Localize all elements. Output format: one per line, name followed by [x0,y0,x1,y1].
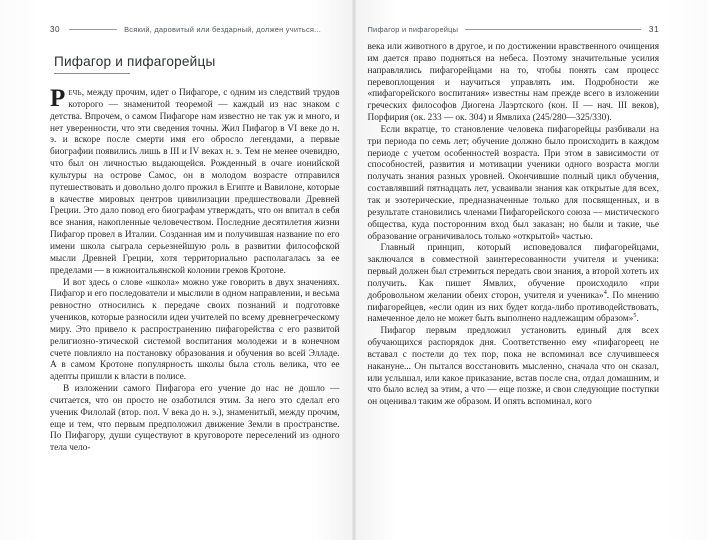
paragraph [50,85,340,278]
paragraph-text-end: . [636,314,639,325]
left-page-number: 30 [50,24,61,34]
paragraph-text-continued: . По мнению пифагорейцев, «если один из них будет когда-либо противодействовать, намеченное дело не может быть выполнено надлежащим образом» [367,290,659,325]
right-running-head-title: Пифагор и пифагорейцы [367,24,459,34]
chapter-title-rule [54,73,130,74]
paragraph-lead-word: ечь [68,88,82,98]
right-running-head [368,22,660,36]
chapter-title: Пифагор и пифагорейцы [54,54,216,69]
running-head-rule [465,29,641,30]
footnote-marker: 5 [633,312,637,320]
right-page [354,0,707,540]
paragraph: И вот здесь о слове «школа» можно уже говорить в двух значениях. Пифагор и его последователи и мыслили в одном направлении, и весьма ревностно относились к передаче своих познаний и подготовке учеников, которые разносили идеи учителей по всему древнегреческому миру. Это привело к распространению пифагорейства с его развитой религиозно-этической системой воспитания молодежи и в конечном счете повлияло на постановку образования и обучения во всей Элладе. А в самом Кротоне популярность школы была столь велика, что ее адепты пришли к власти в полисе. [50,277,340,383]
left-running-head [50,22,340,36]
left-column-text [50,85,340,455]
paragraph [368,243,660,326]
paragraph: Если вкратце, то становление человека пифагорейцы разбивали на три периода по семь лет; обучение должно было происходить в каждом периоде с учетом особенностей возраста. При этом в зависимости от способностей, развития и мотивации ученики одного возраста могли получать знания разных уровней. Окончившие полный цикл обучения, составлявший пятнадцать лет, усваивали знания как открытые для всех, так и эзотерические, предназначенные только для посвященных, и в результате становились членами Пифагорейского союза — мистического общества, куда посторонним вход был заказан; но были и такие, чье образование ограничивалось только «открытой» частью. [367,124,659,242]
drop-cap: Р [50,85,66,112]
footnote-marker: 4 [603,288,607,296]
left-running-head-title: Всякий, даровитый или бездарный, должен учиться... [124,24,322,34]
running-head-rule [69,29,117,30]
paragraph-text: , между прочим, идет о Пифагоре, с одним из следствий трудов которого — знаменитой теоремой — каждый из нас знаком с детства. Впрочем, о самом Пифагоре нам известно не так уж и много, и нет уверенности, что эти сведения точны. Жил Пифагор в VI веке до н. э. и вскоре после смерти имя его обросло легендами, а первые биографии появились лишь в III и IV веках н. э. Тем не менее очевидно, что был он личностью выдающейся. Рожденный в очаге ионийской культуры на острове Самос, он в молодом возрасте отправился путешествовать и довольно долго прожил в Египте и Вавилоне, которые в качестве мировых центров цивилизации предшествовали Древней Греции. Это дало повод его биографам утверждать, что он впитал в себя все знания, накопленные человечеством. Последние десятилетия жизни Пифагор провел в Италии. Созданная им и получившая название по его имени школа сыграла серьезнейшую роль в развитии философской мысли Древней Греции, хотя территориально располагалась за ее пределами — в южноитальянской колонии греков Кротоне. [50,88,340,276]
paragraph: Пифагор первым предложил установить единый для всех обучающихся распорядок дня. Соответственно ему «пифагореец не вставал с постели до тех пор, пока не вспоминал все случившееся накануне... Он пытался восстановить мысленно, сначала что он сказал, или услышал, или какое приказание, встав после сна, отдал домашним, и что было вслед за этим, а что — еще позже, и свои следующие поступки он оценивал таким же образом. И опять вспоминал, кого [367,326,659,408]
paragraph: века или животного в другое, и по достижении нравственного очищения им дается право подняться на небеса. Поэтому значительные усилия направлялись пифагорейцами на то, чтобы понять сам процесс перевоплощения и научиться управлять им. Подробности же «пифагорейского воспитания» известны нам прежде всего в изложении греческих философов Диогена Лаэртского (кон. II — нач. III веков), Порфирия (ок. 233 — ок. 304) и Ямвлиха (245/280—325/330). [367,42,659,124]
right-column-text [368,42,660,409]
paragraph: В изложении самого Пифагора его учение до нас не дошло — считается, что он просто не озаботился этим. За него это сделал его ученик Филолай (втор. пол. V века до н. э.), знаменитый, между прочим, еще и тем, что первым предположил движение Земли в пространстве. По Пифагору, души существуют в круговороте переселений из одного тела чело- [50,384,340,454]
right-page-number: 31 [648,24,659,34]
paragraph-text: Главный принцип, который исповедовался пифагорейцами, заключался в совместной заинтересованности учителя и ученика: первый должен был стремиться передать свои знания, а второй хотеть их получить. Как пишет Ямвлих, обучение происходило «при добровольном желании обеих сторон, учителя и ученика» [367,243,659,301]
